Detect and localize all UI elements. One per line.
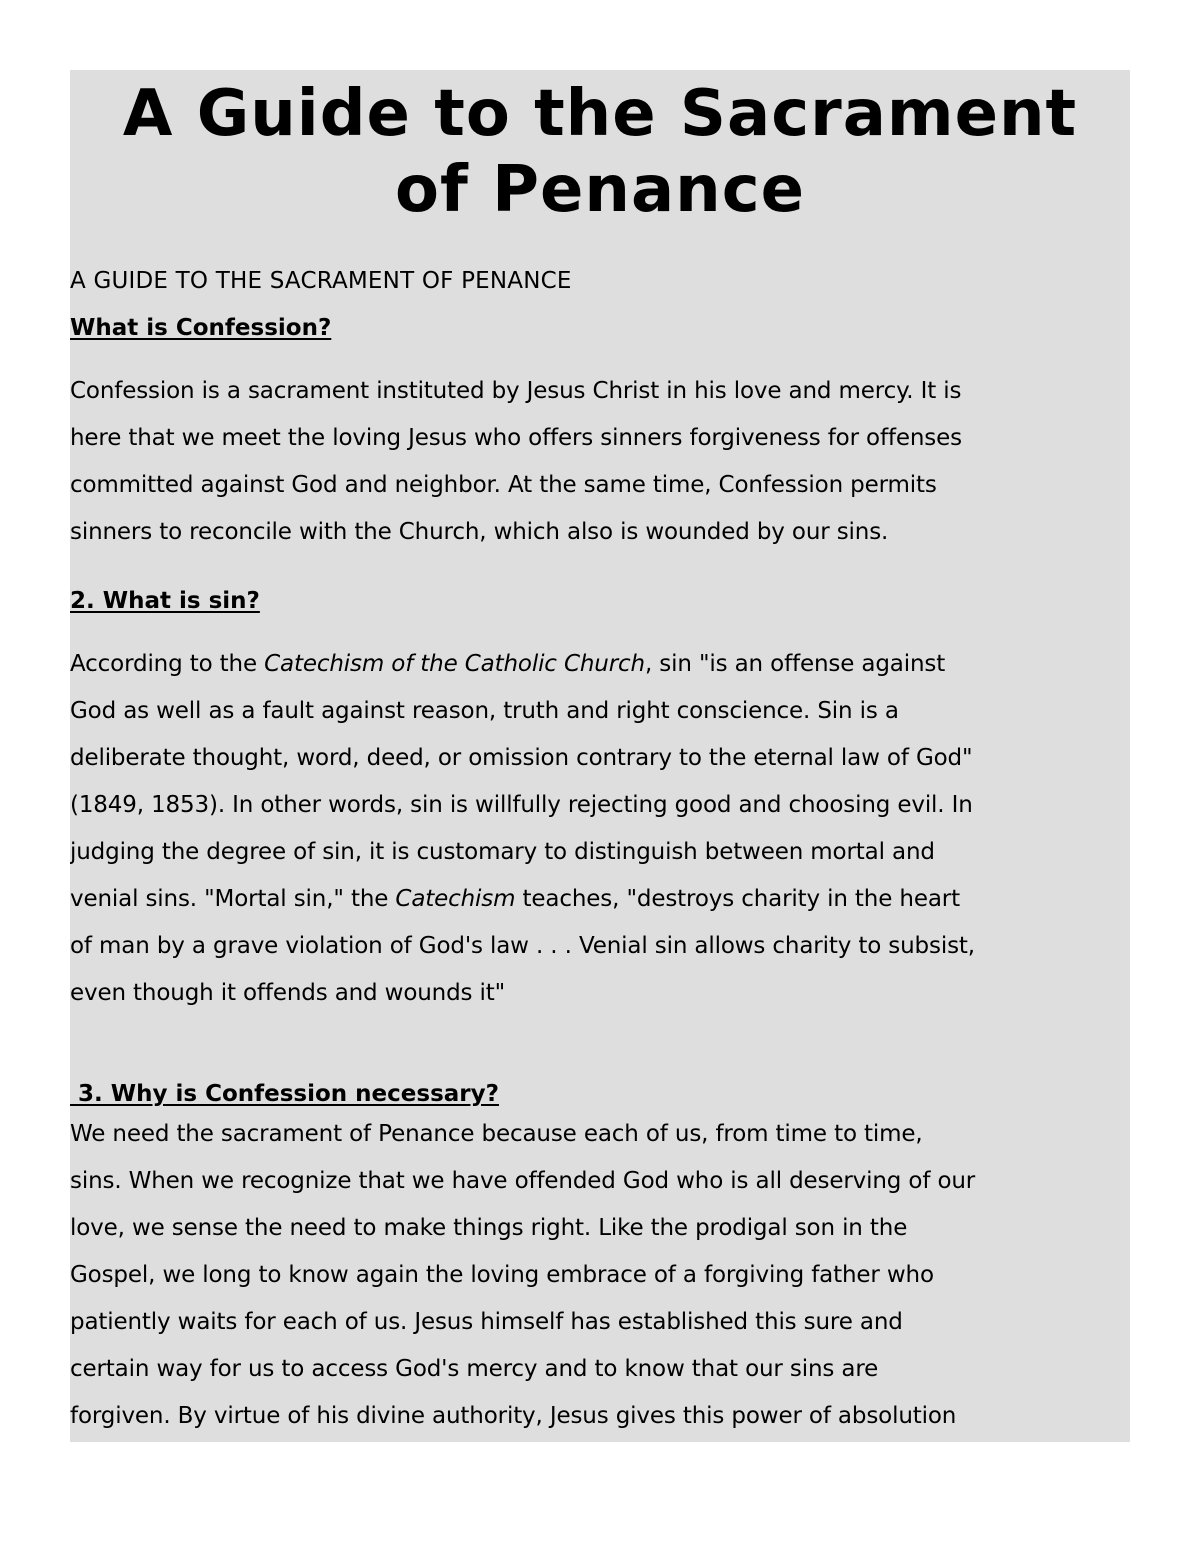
paragraph-line: God as well as a fault against reason, truth and right conscience. Sin is a [70,698,899,724]
paragraph-line: of man by a grave violation of God's law . . . Venial sin allows charity to subsist, [70,933,975,959]
italic-text-catechism-title: Catechism of the Catholic Church [264,651,645,677]
paragraph-line: sins. When we recognize that we have offended God who is all deserving of our [70,1168,976,1194]
text-run: , sin "is an offense against [644,651,946,677]
document-subtitle: A GUIDE TO THE SACRAMENT OF PENANCE [70,268,572,294]
paragraph-line: Gospel, we long to know again the loving embrace of a forgiving father who [70,1262,934,1288]
section-paragraph-confession [70,368,1130,556]
document-title [70,70,1130,228]
document-page [70,70,1130,1442]
text-run: According to the [70,651,265,677]
section-heading-what-is-sin: 2. What is sin? [70,588,260,614]
section-paragraph-necessity [70,1111,1130,1440]
paragraph-line: even though it offends and wounds it" [70,980,506,1006]
paragraph-line: judging the degree of sin, it is customary to distinguish between mortal and [70,839,935,865]
paragraph-line: committed against God and neighbor. At the same time, Confession permits [70,472,937,498]
paragraph-line: forgiven. By virtue of his divine authority, Jesus gives this power of absolution [70,1403,957,1429]
paragraph-line [70,876,1130,923]
title-line-2: of Penance [394,153,806,227]
paragraph-line: certain way for us to access God's mercy and to know that our sins are [70,1356,879,1382]
section-heading-why-confession-necessary [70,1077,1130,1111]
title-line-1: A Guide to the Sacrament [122,77,1078,151]
text-run: venial sins. "Mortal sin," the [70,886,396,912]
section-paragraph-sin [70,641,1130,1017]
paragraph-line: We need the sacrament of Penance because each of us, from time to time, [70,1121,923,1147]
italic-text-catechism: Catechism [395,886,516,912]
paragraph-line: here that we meet the loving Jesus who offers sinners forgiveness for offenses [70,425,962,451]
paragraph-line: sinners to reconcile with the Church, which also is wounded by our sins. [70,519,889,545]
section-heading-what-is-confession: What is Confession? [70,315,332,341]
text-run: teaches, "destroys charity in the heart [515,886,960,912]
paragraph-line [70,641,1130,688]
heading-text: 3. Why is Confession necessary? [70,1081,499,1107]
paragraph-line: Confession is a sacrament instituted by Jesus Christ in his love and mercy. It is [70,378,962,404]
paragraph-line: deliberate thought, word, deed, or omission contrary to the eternal law of God" [70,745,973,771]
paragraph-line: patiently waits for each of us. Jesus himself has established this sure and [70,1309,903,1335]
paragraph-line: love, we sense the need to make things right. Like the prodigal son in the [70,1215,908,1241]
paragraph-line: (1849, 1853). In other words, sin is willfully rejecting good and choosing evil. In [70,792,973,818]
